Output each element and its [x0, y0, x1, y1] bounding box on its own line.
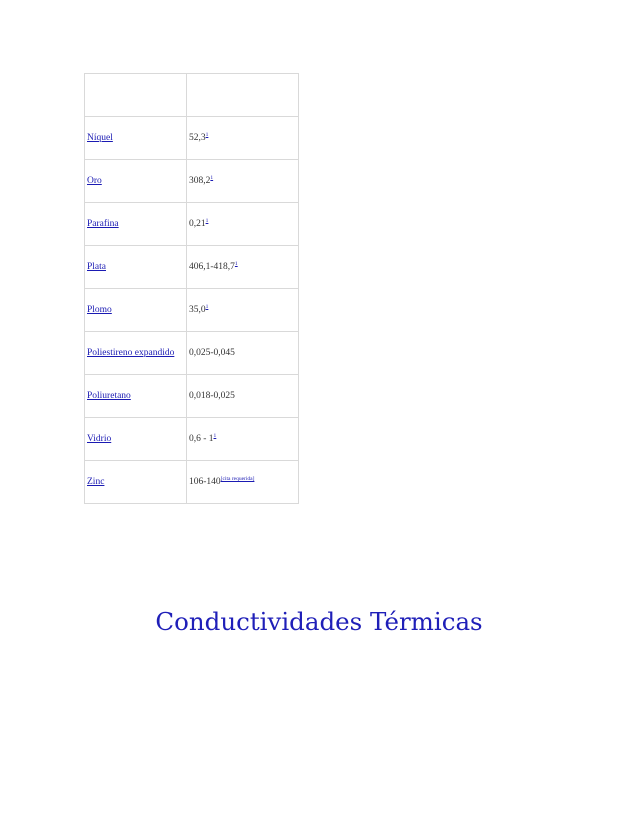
conductivity-table: [84, 73, 299, 504]
material-link[interactable]: Plata: [87, 262, 106, 272]
material-cell: [85, 160, 187, 203]
table-header-cell: [85, 74, 187, 117]
conductivity-value-cell: [187, 375, 299, 418]
material-cell: [85, 117, 187, 160]
material-cell: [85, 203, 187, 246]
reference-superscript: [206, 218, 209, 224]
material-cell: [85, 418, 187, 461]
material-cell: [85, 332, 187, 375]
material-cell: [85, 289, 187, 332]
table-row: [85, 203, 299, 246]
conductivity-value: 0,21: [189, 219, 206, 229]
reference-superscript: [206, 132, 209, 138]
conductivity-value-cell: [187, 418, 299, 461]
table-row: [85, 461, 299, 504]
reference-link[interactable]: 1: [213, 433, 217, 439]
conductivity-value: 0,018-0,025: [189, 391, 235, 401]
reference-superscript: [235, 261, 238, 267]
table-header-cell: [187, 74, 299, 117]
material-link[interactable]: Parafina: [87, 219, 119, 229]
material-link[interactable]: Vidrio: [87, 434, 112, 444]
material-cell: [85, 375, 187, 418]
conductivity-value-cell: [187, 117, 299, 160]
reference-superscript: [221, 476, 255, 482]
conductivity-value: 0,025-0,045: [189, 348, 235, 358]
conductivity-value: 406,1-418,7: [189, 262, 235, 272]
conductivity-value: 106-140: [189, 477, 221, 487]
conductivity-value: 0,6 - 1: [189, 434, 214, 444]
material-link[interactable]: Níquel: [87, 133, 113, 143]
table-header-row: [85, 74, 299, 117]
reference-link[interactable]: 1: [234, 261, 238, 267]
table-row: [85, 418, 299, 461]
material-link[interactable]: Plomo: [87, 305, 112, 315]
table-row: [85, 160, 299, 203]
table-row: [85, 332, 299, 375]
material-link[interactable]: Oro: [87, 176, 102, 186]
reference-link[interactable]: 1: [210, 175, 214, 181]
conductivity-value-cell: [187, 461, 299, 504]
reference-link[interactable]: 1: [205, 132, 209, 138]
reference-superscript: [206, 304, 209, 310]
material-cell: [85, 246, 187, 289]
reference-link[interactable]: [cita requerida]: [220, 476, 255, 482]
conductivity-value: 52,3: [189, 133, 206, 143]
reference-superscript: [210, 175, 213, 181]
material-cell: [85, 461, 187, 504]
section-heading: Conductividades Térmicas: [155, 607, 483, 636]
material-link[interactable]: Poliuretano: [87, 391, 131, 401]
table-row: [85, 289, 299, 332]
table-row: [85, 246, 299, 289]
table-row: [85, 117, 299, 160]
reference-superscript: [214, 433, 217, 439]
reference-link[interactable]: 1: [205, 218, 209, 224]
conductivity-value-cell: [187, 332, 299, 375]
conductivity-value-cell: [187, 160, 299, 203]
conductivity-value: 35,0: [189, 305, 206, 315]
material-link[interactable]: Zinc: [87, 477, 105, 487]
conductivity-value-cell: [187, 203, 299, 246]
conductivity-value-cell: [187, 246, 299, 289]
material-link[interactable]: Poliestireno expandido: [87, 348, 175, 358]
reference-link[interactable]: 1: [205, 304, 209, 310]
conductivity-value-cell: [187, 289, 299, 332]
conductivity-value: 308,2: [189, 176, 211, 186]
table-row: [85, 375, 299, 418]
